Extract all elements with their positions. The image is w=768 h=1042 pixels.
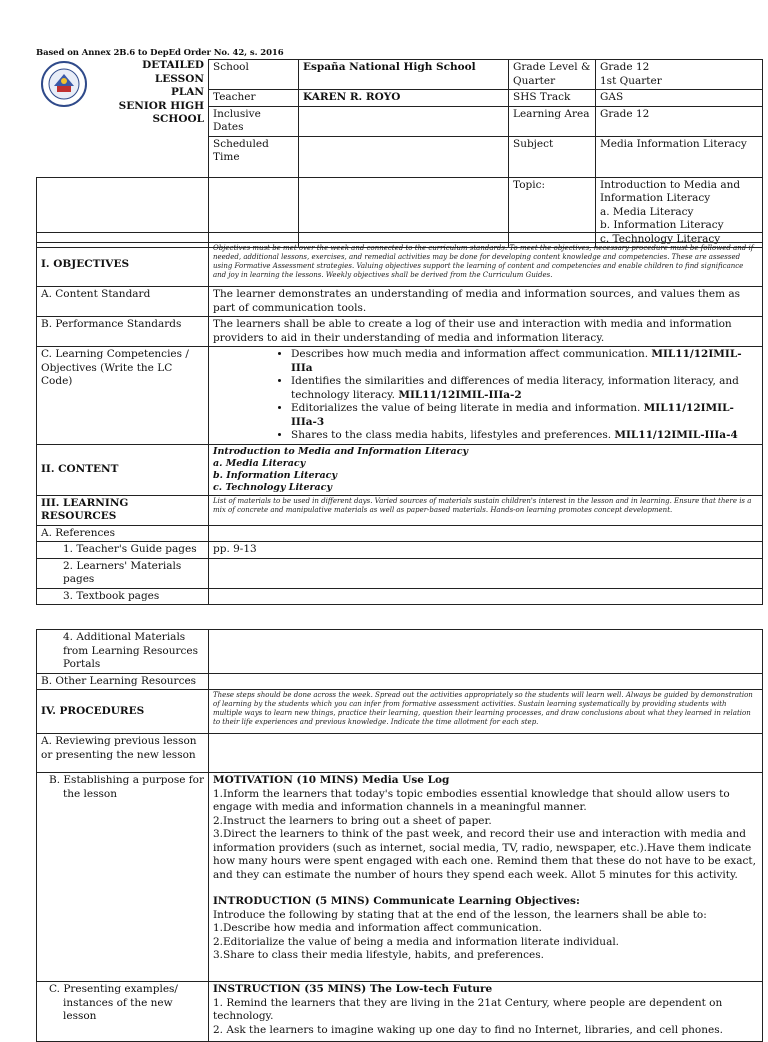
performance-standards-value: The learners shall be able to create a log of their use and interaction with media and information providers to aid in their understanding of media and information literacy. <box>209 317 763 347</box>
title-line: PLAN <box>170 86 204 98</box>
learning-area-label: Learning Area <box>509 106 596 136</box>
competency-item <box>291 375 758 402</box>
title-line: LESSON <box>154 72 204 85</box>
motivation-step: 1.Inform the learners that today's topic embodies essential knowledge that should allow users to engage with media and information channels in a meaningful manner. <box>213 787 730 813</box>
procedures-heading: IV. PROCEDURES <box>37 690 209 734</box>
topic-line: c. Technology Literacy <box>600 232 721 245</box>
establishing-purpose-label: B. Establishing a purpose for the lesson <box>37 773 209 982</box>
competency-code: MIL11/12IMIL-IIIa-3 <box>291 402 734 428</box>
content-line: c. Technology Literacy <box>213 481 332 493</box>
topic-line: a. Media Literacy <box>600 205 694 218</box>
additional-materials-label: 4. Additional Materials from Learning Resources Portals <box>37 630 209 674</box>
competency-item <box>291 348 758 375</box>
topic-label: Topic: <box>509 177 596 248</box>
learning-competencies-label: C. Learning Competencies / Objectives (Write the LC Code) <box>37 347 209 445</box>
competency-item <box>291 429 758 443</box>
content-standard-label: A. Content Standard <box>37 287 209 317</box>
other-resources-value <box>209 673 763 690</box>
learning-resources-heading: III. LEARNING RESOURCES <box>37 495 209 525</box>
competency-text: Describes how much media and information affect communication. <box>291 348 652 360</box>
subject-label: Subject <box>509 136 596 177</box>
title-line: DETAILED <box>142 59 204 71</box>
introduction-lead: Introduce the following by stating that at the end of the lesson, the learners shall be able to: <box>213 908 707 921</box>
inclusive-dates-label: Inclusive Dates <box>209 106 299 136</box>
establishing-purpose-value <box>209 773 763 982</box>
introduction-step: 1.Describe how media and information affect communication. <box>213 922 542 934</box>
learning-competencies-value <box>209 347 763 445</box>
textbook-pages-label: 3. Textbook pages <box>37 588 209 605</box>
reviewing-lesson-value <box>209 734 763 773</box>
instruction-step: 1. Remind the learners that they are living in the 21at Century, where people are dependent on technology. <box>213 996 723 1022</box>
shs-track-value: GAS <box>596 90 763 107</box>
presenting-examples-label: C. Presenting examples/ instances of the new lesson <box>37 982 209 1042</box>
introduction-step: 2.Editorialize the value of being a media and information literate individual. <box>213 935 620 948</box>
competency-code: MIL11/12IMIL-IIIa-4 <box>614 429 738 441</box>
competency-text: Editorializes the value of being literate in media and information. <box>291 402 644 414</box>
references-label: A. References <box>37 525 209 542</box>
subject-value: Media Information Literacy <box>596 136 763 177</box>
grade-level-value <box>596 60 763 90</box>
topic-line: b. Information Literacy <box>600 219 724 231</box>
school-label: School <box>209 60 299 90</box>
competency-text: Identifies the similarities and differences of media literacy, information literacy, and technology literacy. <box>291 375 739 401</box>
inclusive-dates-value <box>299 106 509 136</box>
teacher-value: KAREN R. ROYO <box>299 90 509 107</box>
title-line: SENIOR HIGH SCHOOL <box>118 99 204 125</box>
content-standard-value: The learner demonstrates an understanding of media and information sources, and values them as part of communication tools. <box>209 287 763 317</box>
lesson-plan-table <box>36 232 763 605</box>
teachers-guide-label: 1. Teacher's Guide pages <box>37 542 209 559</box>
teachers-guide-value: pp. 9-13 <box>209 542 763 559</box>
introduction-step: 3.Share to class their media lifestyle, habits, and preferences. <box>213 949 544 961</box>
annex-reference: Based on Annex 2B.6 to DepEd Order No. 42, s. 2016 <box>36 48 284 58</box>
content-line: a. Media Literacy <box>213 457 306 469</box>
topic-line: Introduction to Media and Information Literacy <box>600 178 741 204</box>
content-line: b. Information Literacy <box>213 469 337 481</box>
introduction-title: INTRODUCTION (5 MINS) Communicate Learning Objectives: <box>213 895 580 907</box>
learners-materials-value <box>209 558 763 588</box>
info-table <box>36 59 763 248</box>
content-line: Introduction to Media and Information Literacy <box>213 445 469 457</box>
competency-code: MIL11/12IMIL-IIIa <box>291 348 742 374</box>
textbook-pages-value <box>209 588 763 605</box>
performance-standards-label: B. Performance Standards <box>37 317 209 347</box>
reviewing-lesson-label: A. Reviewing previous lesson or presenting the new lesson <box>37 734 209 773</box>
objectives-heading: I. OBJECTIVES <box>37 243 209 287</box>
learning-resources-note: List of materials to be used in different days. Varied sources of materials sustain children's interest in the lesson and in learning. Ensure that there is a mix of concrete and manipulative materials as well as paper-based materials. Hands-on learning promotes concept development. <box>209 495 763 525</box>
competency-item <box>291 402 758 429</box>
references-value <box>209 525 763 542</box>
procedures-note: These steps should be done across the week. Spread out the activities appropriately so the students will learn well. Always be guided by demonstration of learning by the students which you can infer from formative assessment activities. Sustain learning systematically by providing students with multiple ways to learn new things, practice their learning, question their learning processes, and draw conclusions about what they learned in relation to their life experiences and previous knowledge. Indicate the time allotment for each step. <box>209 690 763 734</box>
objectives-note: Objectives must be met over the week and connected to the curriculum standards. To meet the objectives, necessary procedure must be followed and if needed, additional lessons, exercises, and remedial activities may be done for developing content knowledge and competencies. These are assessed using Formative Assessment strategies. Valuing objectives support the learning of content and competencies and enable children to find significance and joy in learning the lessons. Weekly objectives shall be derived from the Curriculum Guides. <box>209 243 763 287</box>
grade-level-label: Grade Level & Quarter <box>509 60 596 90</box>
motivation-step: 2.Instruct the learners to bring out a sheet of paper. <box>213 814 492 827</box>
quarter-value: 1st Quarter <box>600 74 662 87</box>
learners-materials-label: 2. Learners' Materials pages <box>37 558 209 588</box>
shs-track-label: SHS Track <box>509 90 596 107</box>
competency-text: Shares to the class media habits, lifestyles and preferences. <box>291 429 615 441</box>
school-value: España National High School <box>299 60 509 90</box>
teacher-label: Teacher <box>209 90 299 107</box>
presenting-examples-value <box>209 982 763 1042</box>
scheduled-time-value <box>299 136 509 177</box>
instruction-step: 2. Ask the learners to imagine waking up one day to find no Internet, libraries, and cell phones. <box>213 1023 723 1036</box>
other-resources-label: B. Other Learning Resources <box>37 673 209 690</box>
instruction-title: INSTRUCTION (35 MINS) The Low-tech Future <box>213 983 493 995</box>
grade-value: Grade 12 <box>600 61 650 73</box>
additional-materials-value <box>209 630 763 674</box>
procedures-table <box>36 629 763 1042</box>
competency-code: MIL11/12IMIL-IIIa-2 <box>398 388 522 401</box>
learning-area-value: Grade 12 <box>596 106 763 136</box>
content-heading: II. CONTENT <box>37 444 209 495</box>
motivation-step: 3.Direct the learners to think of the past week, and record their use and interaction with media and information providers (such as internet, social media, TV, radio, newspaper, etc.).Have them indicate how many hours were spent engaged with each one. Remind them that these do not have to be exact, and they can estimate the number of hours they spend each week. Allot 5 minutes for this activity. <box>213 828 756 881</box>
scheduled-time-label: Scheduled Time <box>209 136 299 177</box>
spacer-row <box>209 233 763 243</box>
spacer-row <box>37 233 209 243</box>
motivation-title: MOTIVATION (10 MINS) Media Use Log <box>213 774 450 786</box>
content-value <box>209 444 763 495</box>
